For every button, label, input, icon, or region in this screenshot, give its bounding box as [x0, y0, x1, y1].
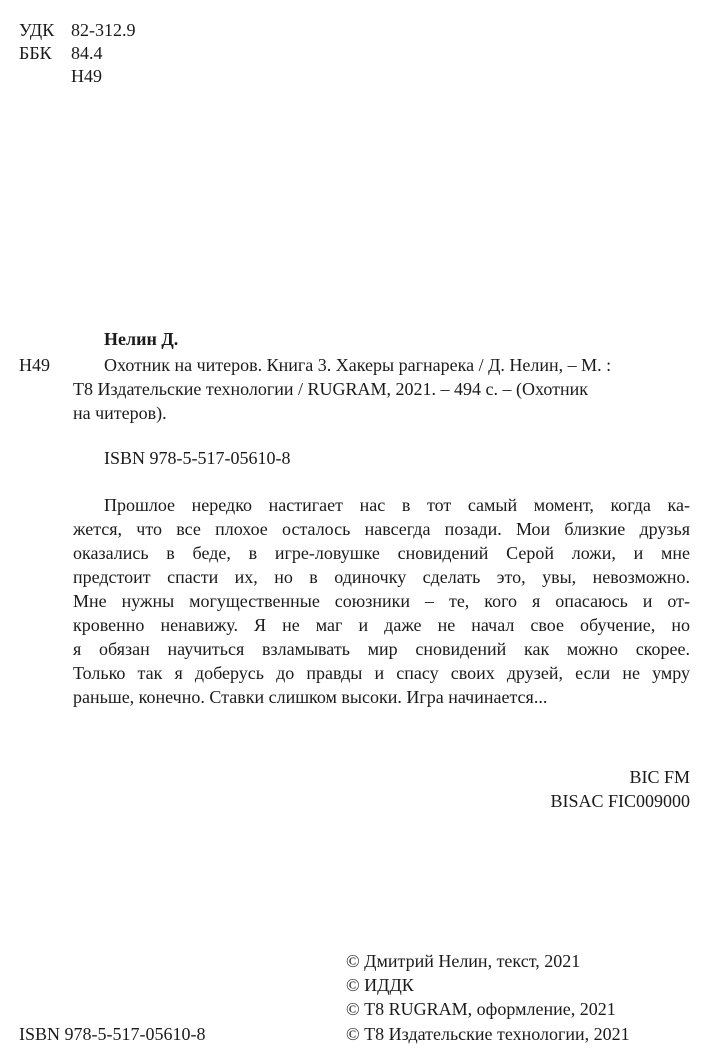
copyright-line: © Т8 RUGRAM, оформление, 2021 [346, 999, 616, 1019]
bbk-label: ББК [19, 43, 52, 63]
annotation-line: раньше, конечно. Ставки слишком высоки. Игра начинается... [73, 687, 548, 707]
udk-label: УДК [19, 20, 55, 40]
bibliographic-line: Охотник на читеров. Книга 3. Хакеры рагнарека / Д. Нелин, – М. : [104, 355, 612, 375]
bbk-value: 84.4 [71, 43, 103, 63]
bibliographic-line: Т8 Издательские технологии / RUGRAM, 2021. – 494 с. – (Охотник [73, 379, 588, 399]
bisac-code: BISAC FIC009000 [550, 791, 690, 811]
bbk-row [19, 42, 103, 64]
isbn-main: ISBN 978-5-517-05610-8 [104, 448, 291, 468]
annotation-line: оказались в беде, в игре-ловушке сновидений Серой ложи, и мне [73, 543, 690, 563]
bibliographic-side-code: Н49 [19, 355, 50, 375]
annotation-line: Только так я доберусь до правды и спасу своих друзей, если не умру [73, 663, 690, 683]
annotation-line: Прошлое нередко настигает нас в тот самый момент, когда ка- [104, 495, 690, 515]
copyright-line: © ИДДК [346, 975, 414, 995]
bibliographic-line: на читеров). [73, 403, 167, 423]
author-mark: Н49 [71, 66, 102, 86]
udk-value: 82-312.9 [71, 20, 136, 40]
annotation-line: предстоит спасти их, но в одиночку сделать это, увы, невозможно. [73, 567, 690, 587]
udk-row [19, 19, 136, 41]
isbn-footer: ISBN 978-5-517-05610-8 [19, 1024, 206, 1044]
copyright-line: © Т8 Издательские технологии, 2021 [346, 1024, 630, 1044]
annotation-line: кровенно ненавижу. Я не маг и даже не начал свое обучение, но [73, 615, 690, 635]
annotation-line: жется, что все плохое осталось навсегда позади. Мои близкие друзья [73, 519, 690, 539]
bic-code: BIC FM [629, 767, 690, 787]
annotation-line: Мне нужны могущественные союзники – те, кого я опасаюсь и от- [73, 591, 690, 611]
bibliographic-author: Нелин Д. [104, 329, 179, 349]
annotation-line: я обязан научиться взламывать мир сновидений как можно скорее. [73, 639, 690, 659]
copyright-line: © Дмитрий Нелин, текст, 2021 [346, 951, 581, 971]
author-mark-row [19, 65, 102, 87]
